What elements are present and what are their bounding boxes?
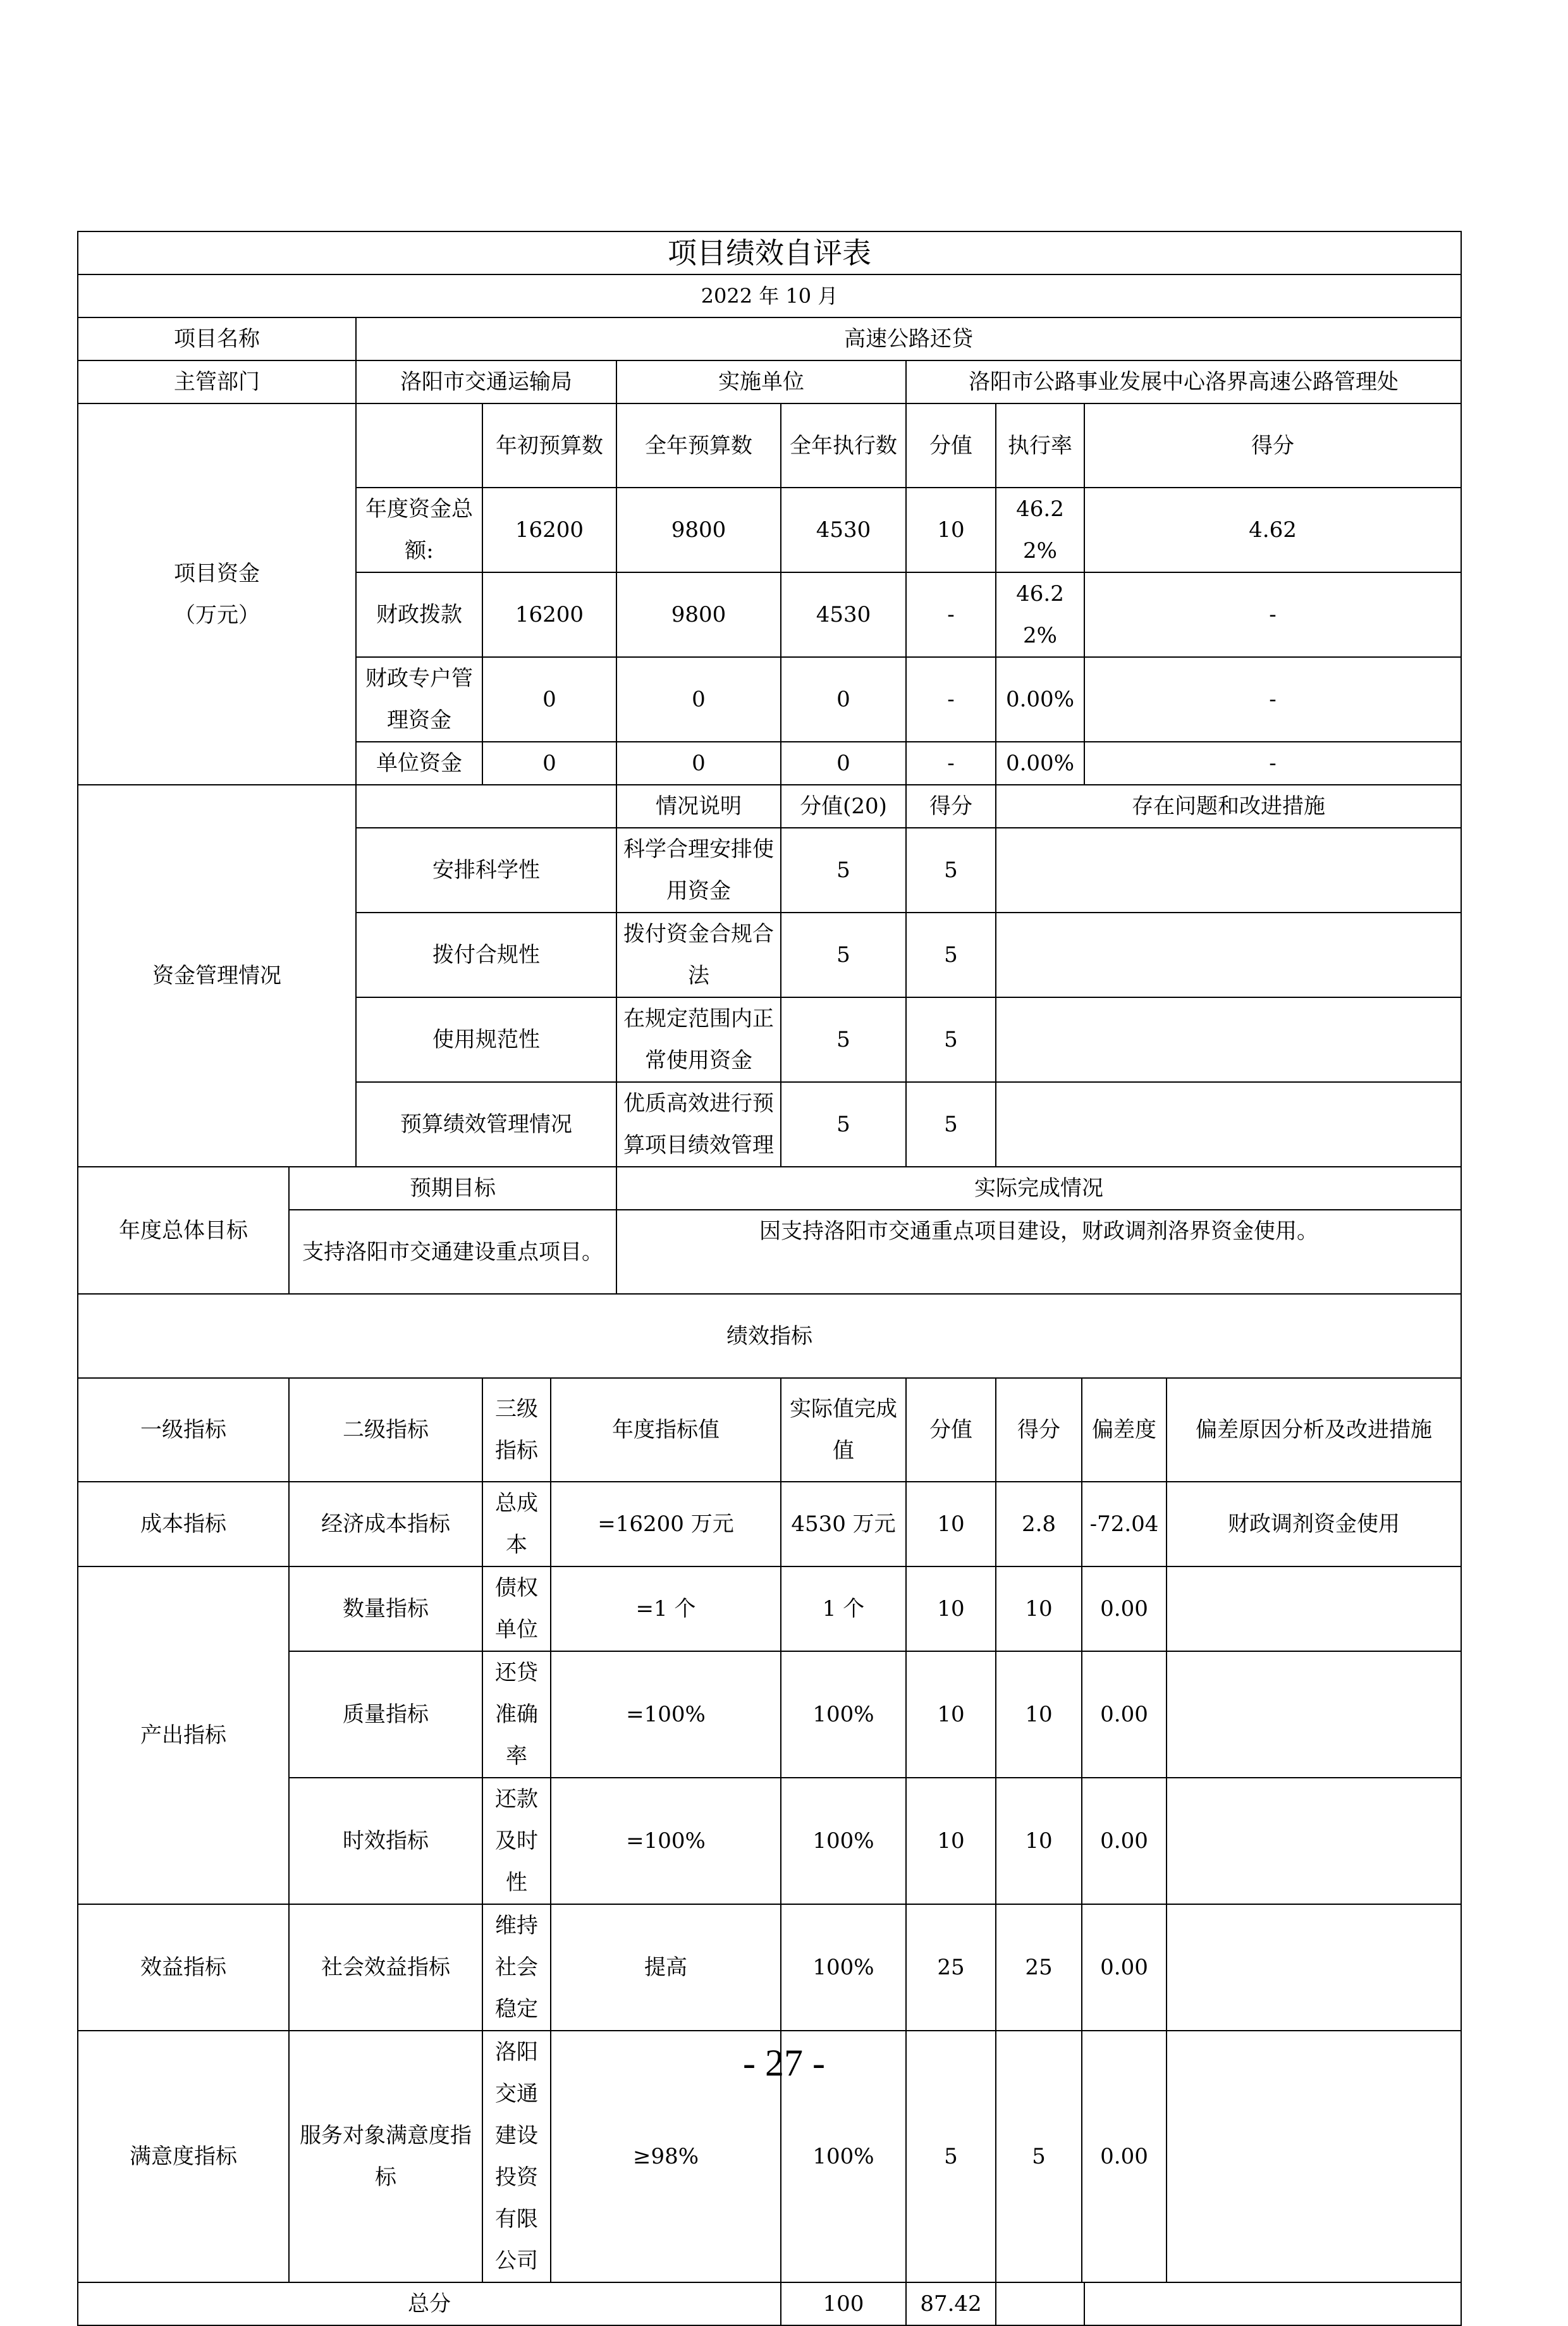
perf-output-level2: 数量指标: [289, 1566, 482, 1651]
mgmt-row-name: 使用规范性: [356, 997, 616, 1082]
perf-output-value: 10: [906, 1778, 996, 1904]
dept-label: 主管部门: [78, 360, 356, 403]
expected-goal-header: 预期目标: [289, 1167, 616, 1210]
fund-header-score-value: 分值: [906, 403, 996, 488]
fund-row-initial: 16200: [482, 572, 616, 657]
perf-output-level1: 产出指标: [78, 1566, 289, 1904]
mgmt-header-issue: 存在问题和改进措施: [996, 785, 1461, 828]
project-name-label: 项目名称: [78, 317, 356, 360]
perf-satisfaction-value: 5: [906, 2031, 996, 2282]
perf-output-deviation: 0.00: [1082, 1566, 1167, 1651]
fund-row-score-value: -: [906, 657, 996, 742]
perf-header-reason: 偏差原因分析及改进措施: [1167, 1378, 1461, 1482]
perf-benefit-score: 25: [996, 1904, 1082, 2031]
perf-output-actual: 100%: [781, 1778, 906, 1904]
mgmt-row-desc: 科学合理安排使用资金: [616, 828, 781, 913]
project-name-value: 高速公路还贷: [356, 317, 1461, 360]
fund-row-score: -: [1084, 742, 1461, 785]
perf-output-target: =100%: [551, 1651, 781, 1778]
fund-row-rate: 0.00%: [996, 657, 1084, 742]
mgmt-row-issue: [996, 997, 1461, 1082]
fund-row-executed: 4530: [781, 488, 906, 572]
perf-satisfaction-level1: 满意度指标: [78, 2031, 289, 2282]
mgmt-row-score: 5: [906, 1082, 996, 1167]
perf-satisfaction-score: 5: [996, 2031, 1082, 2282]
fund-row-annual: 9800: [616, 488, 781, 572]
perf-output-reason: [1167, 1778, 1461, 1904]
form-title: 项目绩效自评表: [78, 231, 1461, 274]
fund-row-name: 财政拨款: [356, 572, 482, 657]
mgmt-row-value: 5: [781, 913, 906, 997]
perf-output-level2: 质量指标: [289, 1651, 482, 1778]
total-blank-a: [996, 2282, 1084, 2325]
fund-row-name: 财政专户管理资金: [356, 657, 482, 742]
fund-row-score-value: -: [906, 742, 996, 785]
perf-output-value: 10: [906, 1566, 996, 1651]
fund-label: 项目资金 （万元）: [78, 403, 356, 785]
perf-output-score: 10: [996, 1566, 1082, 1651]
perf-benefit-level3: 维持社会稳定: [482, 1904, 551, 2031]
form-date: 2022 年 10 月: [78, 274, 1461, 317]
perf-cost-level1: 成本指标: [78, 1482, 289, 1566]
mgmt-row-value: 5: [781, 828, 906, 913]
mgmt-row-score: 5: [906, 913, 996, 997]
mgmt-row-desc: 优质高效进行预算项目绩效管理: [616, 1082, 781, 1167]
fund-header-score: 得分: [1084, 403, 1461, 488]
fund-row-annual: 9800: [616, 572, 781, 657]
perf-cost-level3: 总成本: [482, 1482, 551, 1566]
perf-cost-reason: 财政调剂资金使用: [1167, 1482, 1461, 1566]
perf-output-score: 10: [996, 1778, 1082, 1904]
fund-header-annual: 全年预算数: [616, 403, 781, 488]
mgmt-row-name: 安排科学性: [356, 828, 616, 913]
mgmt-row-issue: [996, 828, 1461, 913]
perf-benefit-deviation: 0.00: [1082, 1904, 1167, 2031]
perf-header-score: 得分: [996, 1378, 1082, 1482]
perf-benefit-value: 25: [906, 1904, 996, 2031]
fund-row-executed: 0: [781, 657, 906, 742]
mgmt-header-desc: 情况说明: [616, 785, 781, 828]
perf-header-value: 分值: [906, 1378, 996, 1482]
fund-row-executed: 0: [781, 742, 906, 785]
perf-output-deviation: 0.00: [1082, 1778, 1167, 1904]
evaluation-table: [77, 231, 1462, 2326]
mgmt-header-score: 得分: [906, 785, 996, 828]
mgmt-row-name: 拨付合规性: [356, 913, 616, 997]
expected-goal-value: 支持洛阳市交通建设重点项目。: [289, 1210, 616, 1294]
total-score: 87.42: [906, 2282, 996, 2325]
perf-output-level3: 还贷准确率: [482, 1651, 551, 1778]
page-number: - 27 -: [743, 2042, 825, 2084]
fund-row-executed: 4530: [781, 572, 906, 657]
fund-row-annual: 0: [616, 742, 781, 785]
impl-unit-value: 洛阳市公路事业发展中心洛界高速公路管理处: [906, 360, 1461, 403]
perf-output-actual: 100%: [781, 1651, 906, 1778]
perf-satisfaction-actual: 100%: [781, 2031, 906, 2282]
perf-output-reason: [1167, 1566, 1461, 1651]
fund-row-score: 4.62: [1084, 488, 1461, 572]
perf-satisfaction-level2: 服务对象满意度指标: [289, 2031, 482, 2282]
fund-row-name: 年度资金总额:: [356, 488, 482, 572]
perf-benefit-reason: [1167, 1904, 1461, 2031]
perf-benefit-actual: 100%: [781, 1904, 906, 2031]
perf-cost-actual: 4530 万元: [781, 1482, 906, 1566]
fund-row-initial: 0: [482, 657, 616, 742]
mgmt-row-desc: 在规定范围内正常使用资金: [616, 997, 781, 1082]
mgmt-row-score: 5: [906, 828, 996, 913]
annual-goal-label: 年度总体目标: [78, 1167, 289, 1294]
mgmt-row-value: 5: [781, 997, 906, 1082]
fund-row-name: 单位资金: [356, 742, 482, 785]
fund-row-initial: 0: [482, 742, 616, 785]
perf-benefit-level2: 社会效益指标: [289, 1904, 482, 2031]
fund-header-blank: [356, 403, 482, 488]
actual-completion-value: 因支持洛阳市交通重点项目建设，财政调剂洛界资金使用。: [616, 1210, 1461, 1294]
total-label: 总分: [78, 2282, 781, 2325]
perf-satisfaction-deviation: 0.00: [1082, 2031, 1167, 2282]
perf-header-level1: 一级指标: [78, 1378, 289, 1482]
fund-header-executed: 全年执行数: [781, 403, 906, 488]
perf-header-deviation: 偏差度: [1082, 1378, 1167, 1482]
perf-header-level3: 三级指标: [482, 1378, 551, 1482]
self-evaluation-sheet: [77, 231, 1462, 2326]
fund-row-initial: 16200: [482, 488, 616, 572]
perf-output-score: 10: [996, 1651, 1082, 1778]
fund-row-annual: 0: [616, 657, 781, 742]
perf-cost-level2: 经济成本指标: [289, 1482, 482, 1566]
fund-row-rate: 0.00%: [996, 742, 1084, 785]
perf-output-level2: 时效指标: [289, 1778, 482, 1904]
perf-benefit-level1: 效益指标: [78, 1904, 289, 2031]
impl-unit-label: 实施单位: [616, 360, 906, 403]
fund-row-score: -: [1084, 657, 1461, 742]
total-blank-b: [1084, 2282, 1461, 2325]
mgmt-row-score: 5: [906, 997, 996, 1082]
perf-output-target: =1 个: [551, 1566, 781, 1651]
perf-satisfaction-level3: 洛阳交通建设投资有限公司: [482, 2031, 551, 2282]
fund-row-score-value: -: [906, 572, 996, 657]
perf-header-actual: 实际值完成值: [781, 1378, 906, 1482]
perf-header-target: 年度指标值: [551, 1378, 781, 1482]
total-value: 100: [781, 2282, 906, 2325]
perf-output-value: 10: [906, 1651, 996, 1778]
perf-output-reason: [1167, 1651, 1461, 1778]
perf-benefit-target: 提高: [551, 1904, 781, 2031]
mgmt-header-blank: [356, 785, 616, 828]
fund-mgmt-label: 资金管理情况: [78, 785, 356, 1167]
fund-row-rate: 46.22%: [996, 572, 1084, 657]
perf-cost-target: =16200 万元: [551, 1482, 781, 1566]
fund-row-score: -: [1084, 572, 1461, 657]
perf-output-level3: 还款及时性: [482, 1778, 551, 1904]
perf-satisfaction-target: ≥98%: [551, 2031, 781, 2282]
fund-header-rate: 执行率: [996, 403, 1084, 488]
perf-cost-value: 10: [906, 1482, 996, 1566]
fund-row-score-value: 10: [906, 488, 996, 572]
perf-output-target: =100%: [551, 1778, 781, 1904]
perf-output-actual: 1 个: [781, 1566, 906, 1651]
mgmt-row-value: 5: [781, 1082, 906, 1167]
mgmt-row-desc: 拨付资金合规合法: [616, 913, 781, 997]
perf-output-level3: 债权单位: [482, 1566, 551, 1651]
perf-cost-score: 2.8: [996, 1482, 1082, 1566]
mgmt-row-name: 预算绩效管理情况: [356, 1082, 616, 1167]
perf-output-deviation: 0.00: [1082, 1651, 1167, 1778]
dept-value: 洛阳市交通运输局: [356, 360, 616, 403]
perf-cost-deviation: -72.04: [1082, 1482, 1167, 1566]
perf-header-level2: 二级指标: [289, 1378, 482, 1482]
mgmt-row-issue: [996, 913, 1461, 997]
mgmt-row-issue: [996, 1082, 1461, 1167]
fund-header-initial: 年初预算数: [482, 403, 616, 488]
mgmt-header-value: 分值(20): [781, 785, 906, 828]
fund-row-rate: 46.22%: [996, 488, 1084, 572]
actual-completion-header: 实际完成情况: [616, 1167, 1461, 1210]
perf-indicators-title: 绩效指标: [78, 1294, 1461, 1378]
